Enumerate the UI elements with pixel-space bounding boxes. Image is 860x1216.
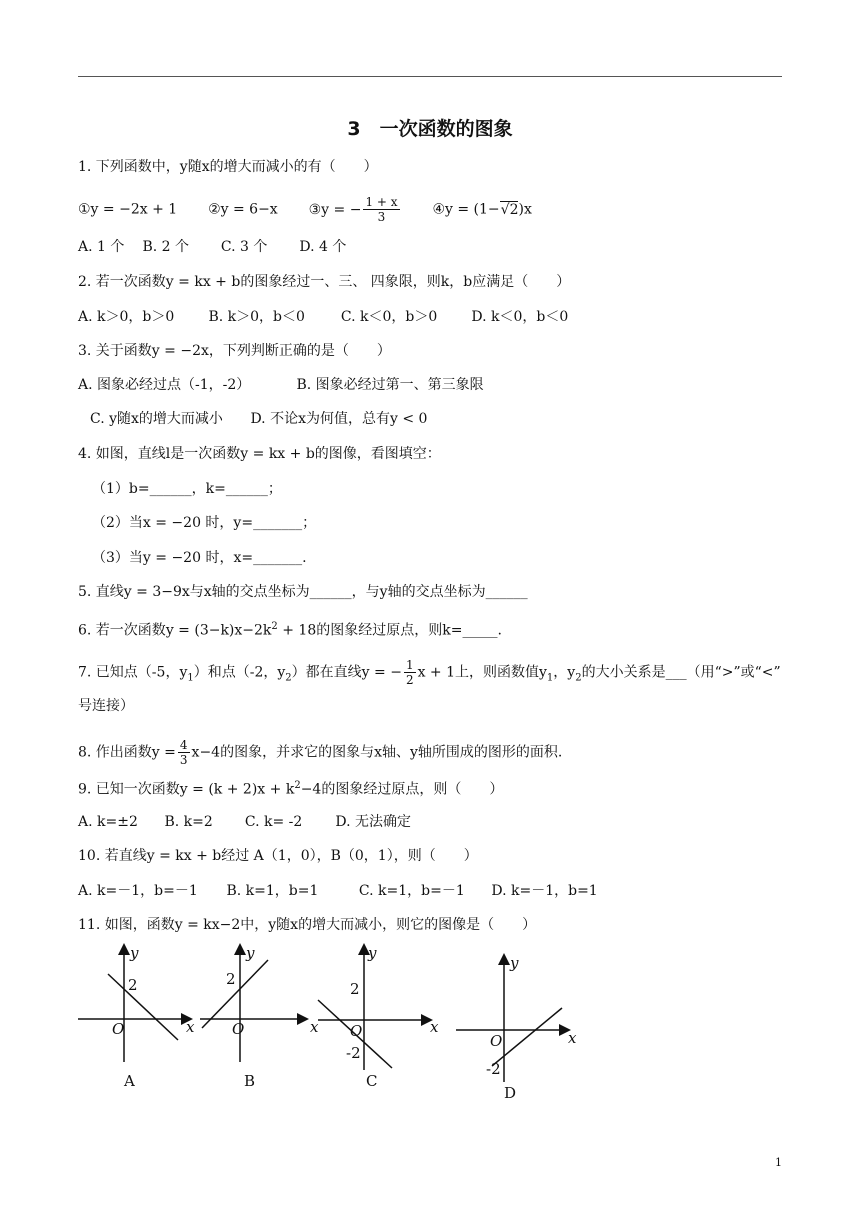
q9-option-d: D. 无法确定 <box>335 814 411 830</box>
q1-stem: 1. 下列函数中，y随x的增大而减小的有（ ） <box>78 159 378 175</box>
q2-stem: 2. 若一次函数y = kx + b的图象经过一、三、 四象限，则k，b应满足（ ） <box>78 274 571 290</box>
graph-b <box>200 944 319 1090</box>
graph-b-x-label: x <box>310 1018 319 1036</box>
q1-option-a: A. 1 个 <box>78 239 125 255</box>
q8-stem: 8. 作出函数y = $\frac{4}{3}$ x−4的图象，并求它的图象与x轴、y轴所围成的图形的面积. <box>78 738 563 767</box>
q1-f2: ②y = 6−x <box>208 201 278 218</box>
q2-options <box>78 307 568 327</box>
q1-option-c: C. 3 个 <box>220 239 268 255</box>
q3-option-b: B. 图象必经过第一、第三象限 <box>296 377 484 393</box>
graph-d-x-label: x <box>568 1029 577 1047</box>
graph-c-origin: O <box>350 1022 363 1040</box>
q9-stem: 9. 已知一次函数$y = (k + 2)x + k^2-4$的图象经过原点，则（ ） <box>78 780 504 798</box>
graph-a-label: A <box>124 1072 135 1090</box>
graph-c-label: C <box>366 1072 378 1090</box>
q3-options-ab <box>78 375 484 395</box>
graph-d-line <box>492 1008 562 1066</box>
q10-option-d: D. k=－1，b=1 <box>491 883 598 899</box>
q9-option-a: A. k=±2 <box>78 814 138 830</box>
q10-option-b: B. k=1，b=1 <box>226 883 319 899</box>
q4-sub1: （1）b=______，k=______； <box>92 481 282 497</box>
graph-c-tick-bottom: -2 <box>346 1044 361 1062</box>
q1-f4: ④y = (1−√2)x <box>432 201 532 218</box>
q3-stem: 3. 关于函数y = −2x，下列判断正确的是（ ） <box>78 343 391 359</box>
graph-b-tick: 2 <box>226 970 236 988</box>
graph-a-origin: O <box>112 1020 125 1038</box>
graph-d-tick: -2 <box>486 1060 501 1078</box>
graph-a-x-label: x <box>186 1018 195 1036</box>
q1-option-d: D. 4 个 <box>299 239 347 255</box>
graph-c <box>318 944 439 1090</box>
q10-option-a: A. k=－1，b=－1 <box>78 883 198 899</box>
q4-sub3: （3）当y = −20 时，x=_______. <box>92 550 307 566</box>
q1-functions <box>78 195 532 224</box>
graph-d-label: D <box>504 1084 517 1100</box>
q3-option-d: D. 不论x为何值，总有y < 0 <box>250 411 428 427</box>
q2-option-a: A. k＞0，b＞0 <box>78 309 175 325</box>
q7-stem: 7. 已知点（-5，$y_1$）和点（-2，$y_2$）都在直线y = − $\frac{1}{2}$ x + 1上，则函数值$y_1$，$y_2$的大小关系是___（用“>”或“<” <box>78 658 781 687</box>
q11-stem: 11. 如图，函数y = kx−2中，y随x的增大而减小，则它的图像是（ ） <box>78 917 537 933</box>
graph-c-y-label: y <box>368 944 377 962</box>
header-rule <box>78 76 782 77</box>
q9-option-c: C. k= -2 <box>244 814 303 830</box>
graph-b-origin: O <box>232 1020 245 1038</box>
graph-d <box>456 954 577 1100</box>
q7-continuation: 号连接） <box>78 698 134 714</box>
page-title: 3 一次函数的图象 <box>347 118 513 140</box>
q6-stem: 6. 若一次函数$y = (3-k)x-2k^2 + 18$的图象经过原点，则k=_____. <box>78 621 502 639</box>
graph-a-y-label: y <box>130 944 139 962</box>
graph-b-label: B <box>244 1072 256 1090</box>
q3-option-a: A. 图象必经过点（-1，-2） <box>78 377 251 393</box>
q1-f3: ③y = − $\frac{1 + x}{3}$ <box>308 195 398 224</box>
page-number: 1 <box>775 1156 782 1169</box>
q10-option-c: C. k=1，b=－1 <box>358 883 465 899</box>
graph-d-origin: O <box>490 1032 503 1050</box>
q1-options <box>78 237 346 257</box>
q4-sub2: （2）当x = −20 时，y=_______； <box>92 515 317 531</box>
q10-options <box>78 881 598 901</box>
q5-stem: 5. 直线y = 3−9x与x轴的交点坐标为______，与y轴的交点坐标为______ <box>78 584 528 600</box>
q4-stem: 4. 如图，直线l是一次函数y = kx + b的图像，看图填空： <box>78 446 441 462</box>
q11-graphs <box>74 940 594 1100</box>
q9-option-b: B. k=2 <box>164 814 213 830</box>
graph-d-y-label: y <box>510 954 519 972</box>
graph-a <box>78 944 195 1090</box>
q3-options-cd <box>90 409 427 429</box>
q10-stem: 10. 若直线y = kx + b经过 A（1，0），B（0，1），则（ ） <box>78 848 478 864</box>
q3-option-c: C. y随x的增大而减小 <box>90 411 223 427</box>
q1-option-b: B. 2 个 <box>142 239 189 255</box>
graph-b-y-label: y <box>246 944 255 962</box>
q1-f1: ①y = −2x + 1 <box>78 201 178 218</box>
graph-c-x-label: x <box>430 1018 439 1036</box>
graph-a-tick: 2 <box>128 976 138 994</box>
q2-option-c: C. k＜0，b＞0 <box>340 309 438 325</box>
q2-option-d: D. k＜0，b＜0 <box>471 309 569 325</box>
q9-options <box>78 812 411 832</box>
graph-c-tick-top: 2 <box>350 980 360 998</box>
q2-option-b: B. k＞0，b＜0 <box>208 309 305 325</box>
